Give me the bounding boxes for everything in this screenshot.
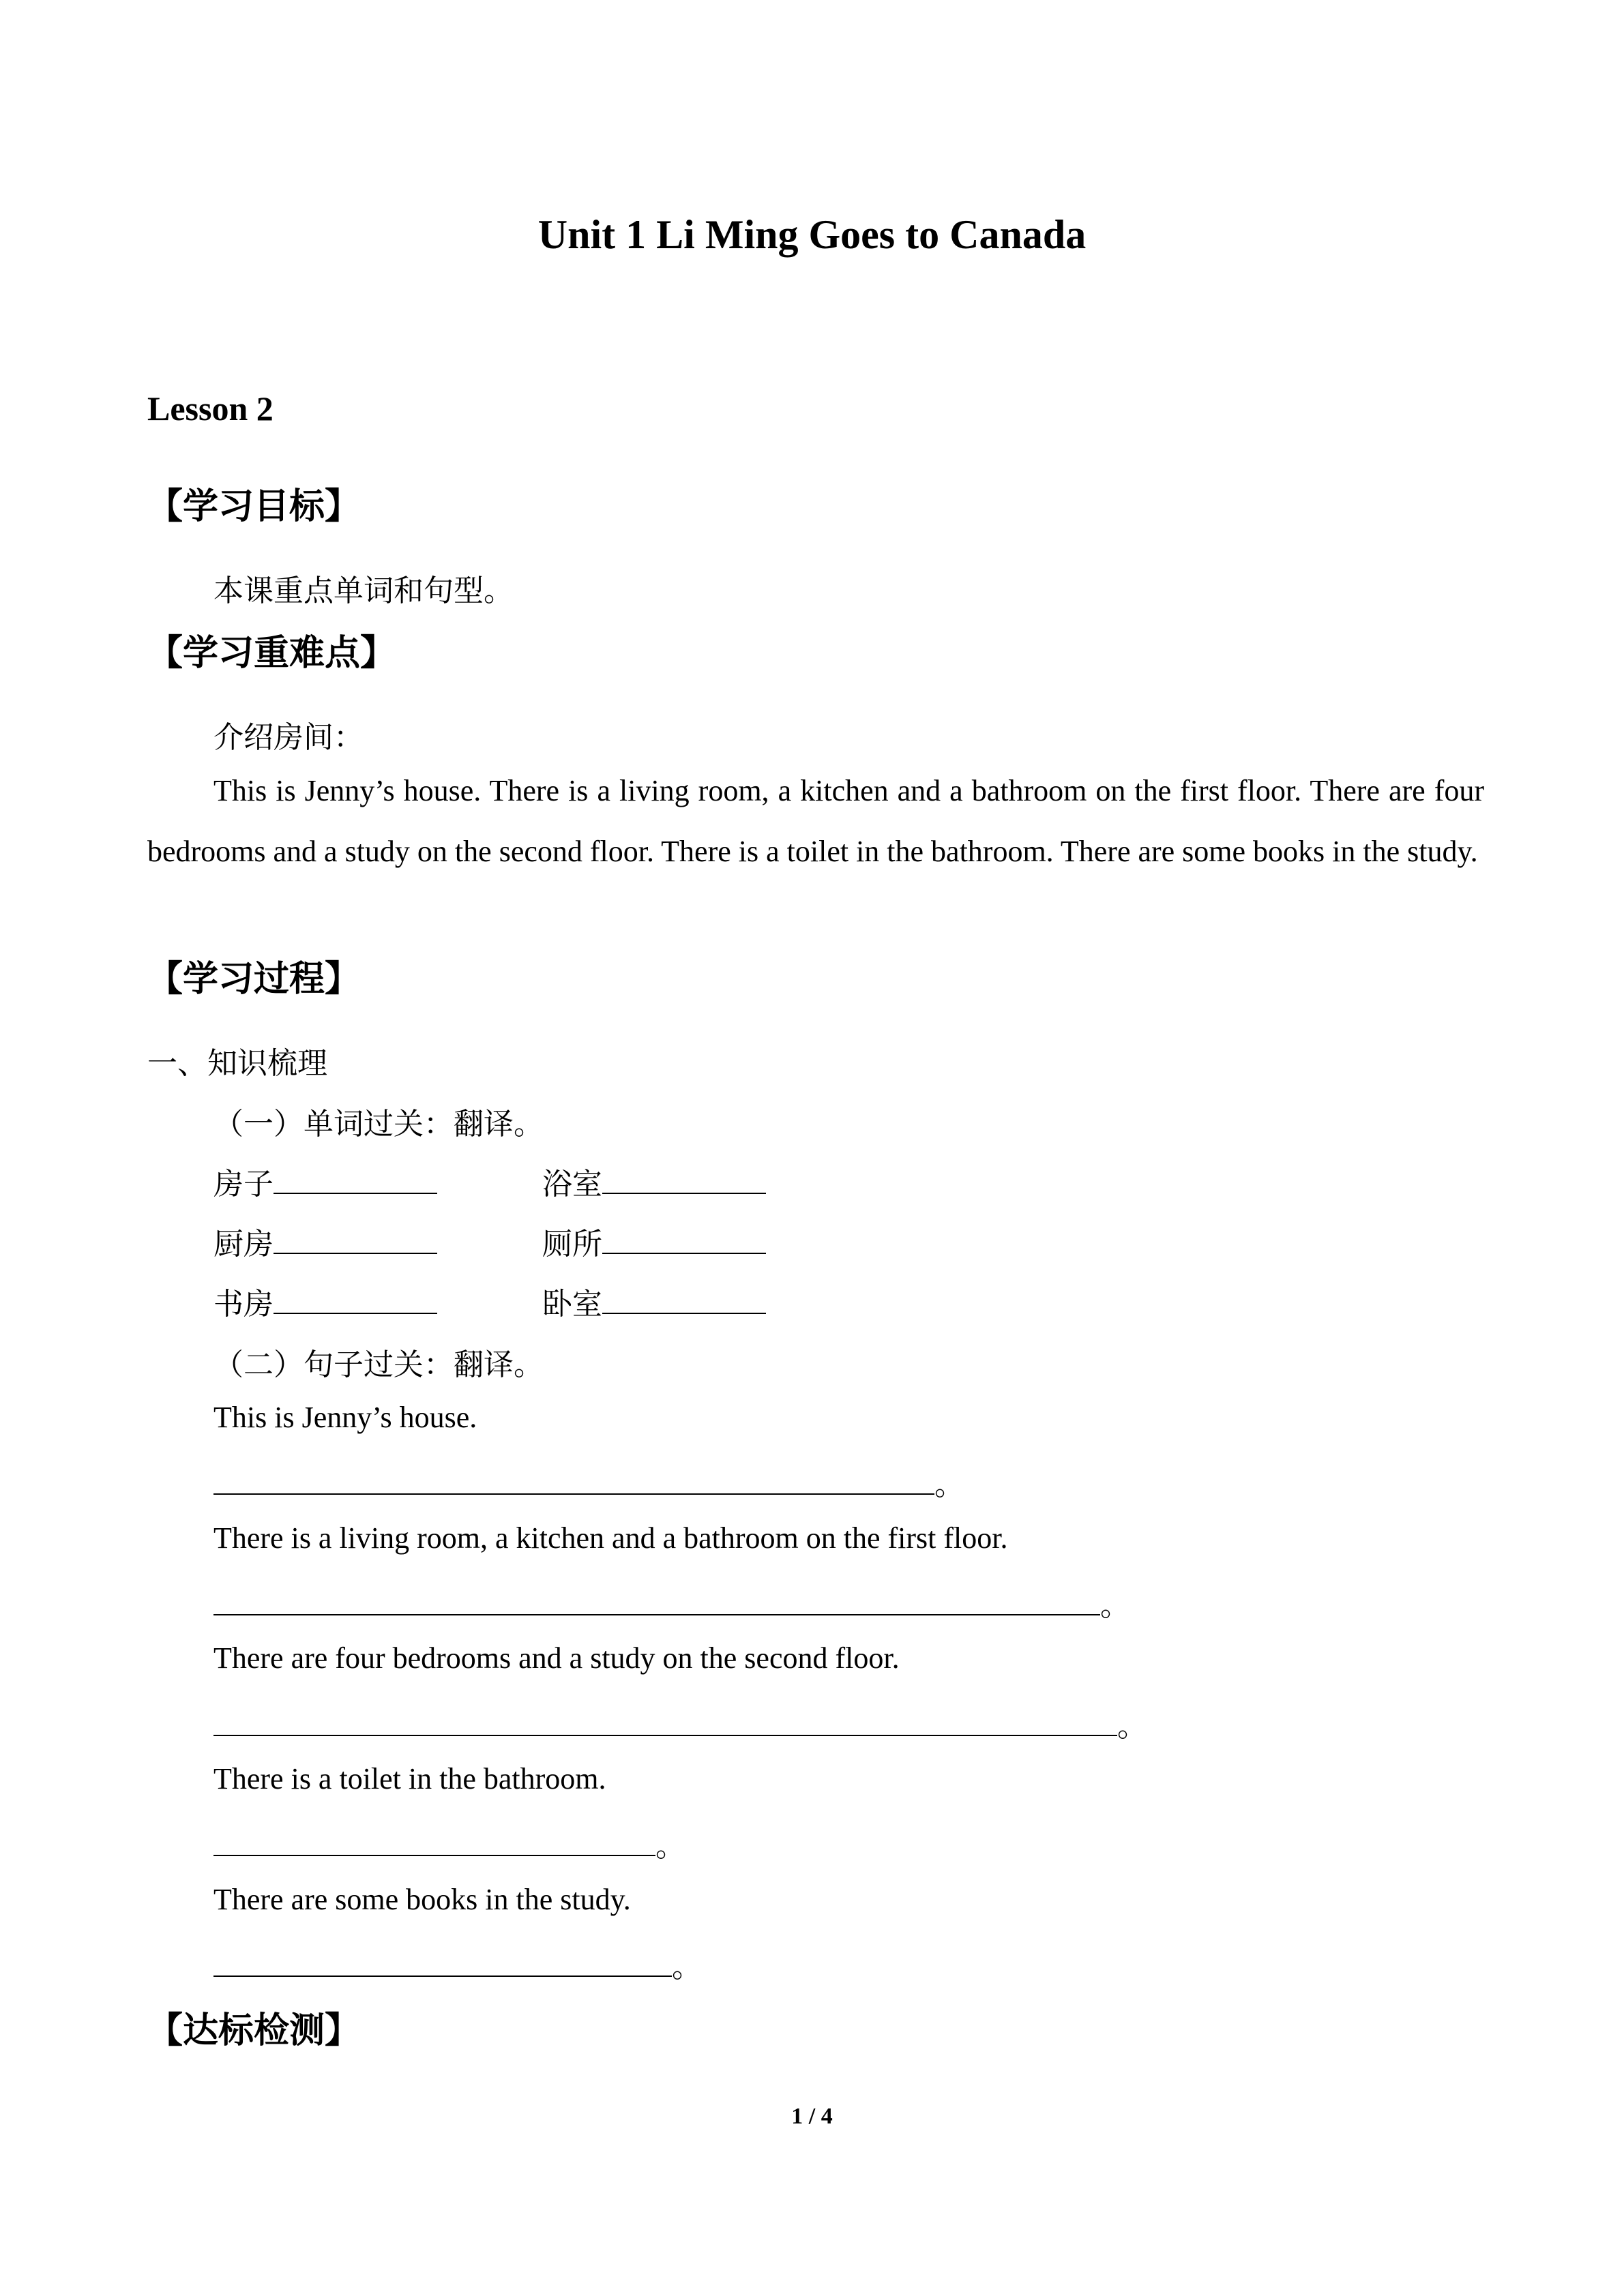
keypoints-heading: 【学习重难点】 xyxy=(147,633,396,674)
answer-blank[interactable] xyxy=(213,1706,1117,1736)
sentence-prompt: There are some books in the study. xyxy=(213,1883,631,1916)
objectives-heading: 【学习目标】 xyxy=(147,486,361,527)
process-heading: 【学习过程】 xyxy=(147,959,361,1000)
knowledge-label: 一、知识梳理 xyxy=(147,1047,327,1080)
answer-blank[interactable] xyxy=(602,1284,766,1314)
vocab-item: 卧室 xyxy=(542,1279,766,1323)
translation-line: 。 xyxy=(213,1460,964,1504)
check-heading: 【达标检测】 xyxy=(147,2010,361,2051)
vocab-item: 厕所 xyxy=(542,1219,766,1263)
vocab-item: 浴室 xyxy=(542,1159,766,1203)
answer-blank[interactable] xyxy=(213,1826,655,1856)
objectives-text: 本课重点单词和句型。 xyxy=(213,574,514,608)
translation-line: 。 xyxy=(213,1942,702,1986)
answer-blank[interactable] xyxy=(213,1947,672,1977)
translation-line: 。 xyxy=(213,1581,1130,1624)
translation-line: 。 xyxy=(213,1821,685,1865)
answer-blank[interactable] xyxy=(602,1224,766,1254)
translation-line: 。 xyxy=(213,1701,1147,1745)
answer-blank[interactable] xyxy=(213,1585,1100,1615)
sentence-prompt: There is a living room, a kitchen and a bathroom on the first floor. xyxy=(213,1521,1008,1555)
answer-blank[interactable] xyxy=(274,1164,437,1194)
vocab-item: 厨房 xyxy=(213,1219,437,1263)
sentence-prompt: This is Jenny’s house. xyxy=(213,1401,477,1434)
vocab-item: 房子 xyxy=(213,1159,437,1203)
answer-blank[interactable] xyxy=(602,1164,766,1194)
sentence-prompt: There is a toilet in the bathroom. xyxy=(213,1762,606,1795)
vocab-item: 书房 xyxy=(213,1279,437,1323)
answer-blank[interactable] xyxy=(274,1284,437,1314)
sentence-prompt: There are four bedrooms and a study on the second floor. xyxy=(213,1641,900,1675)
lesson-label: Lesson 2 xyxy=(147,389,274,428)
answer-blank[interactable] xyxy=(274,1224,437,1254)
keypoints-intro: 介绍房间： xyxy=(213,721,364,754)
page-indicator: 1 / 4 xyxy=(791,2104,833,2129)
words-label: （一）单词过关：翻译。 xyxy=(213,1107,544,1141)
page-title: Unit 1 Li Ming Goes to Canada xyxy=(537,212,1087,257)
keypoints-paragraph: This is Jenny’s house. There is a living room, a kitchen and a bathroom on the first floor. There are four bedrooms and a study on the second floor. There is a toilet in the bathroom. There are some books in the study. xyxy=(147,774,1484,868)
answer-blank[interactable] xyxy=(213,1465,934,1495)
sentences-label: （二）句子过关：翻译。 xyxy=(213,1348,544,1382)
